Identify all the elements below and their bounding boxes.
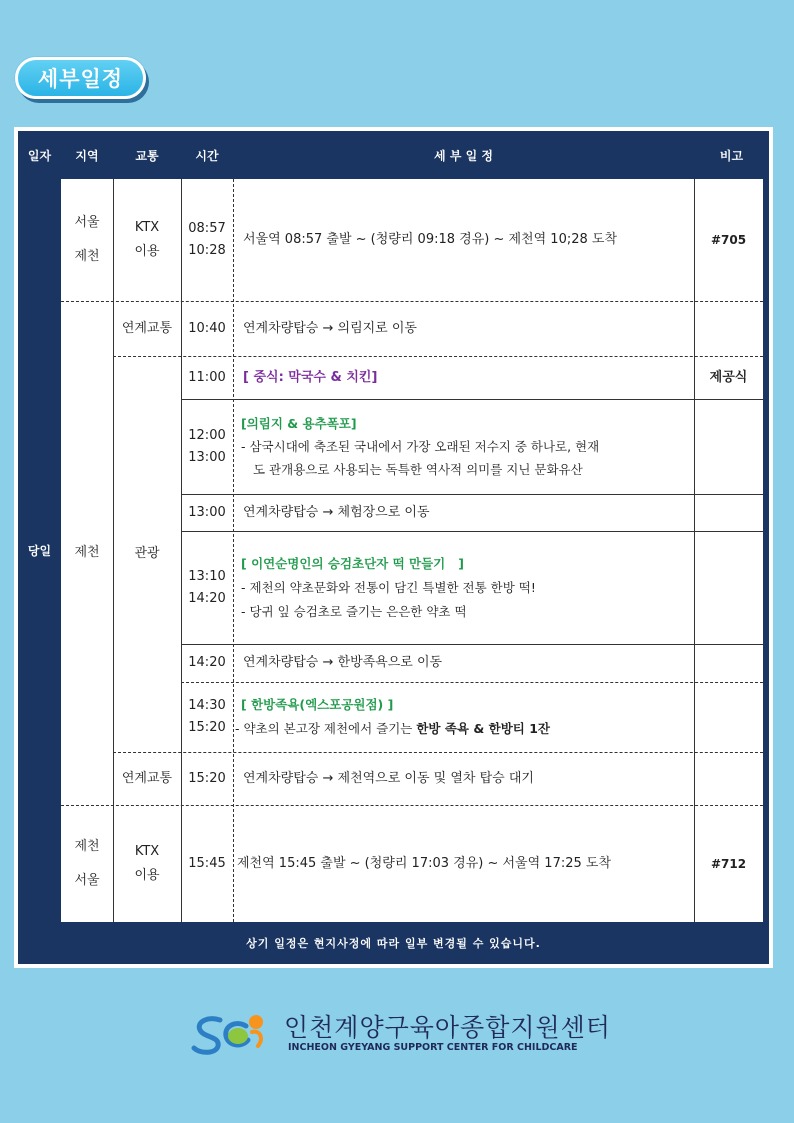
note-cell [694, 752, 763, 805]
time-line: 10:28 [188, 243, 226, 258]
page-title: 세부일정 [15, 57, 146, 99]
grid-line [113, 179, 114, 922]
detail-cell [233, 531, 694, 644]
time-line: 08:57 [188, 221, 226, 236]
detail-line: - 당귀 잎 승검초로 즐기는 은은한 약초 떡 [241, 603, 467, 619]
region-line: 서울 [74, 215, 100, 230]
footer-notice: 상기 일정은 현지사정에 따라 일부 변경될 수 있습니다. [246, 937, 541, 950]
detail-line-text: - 약초의 본고장 제천에서 즐기는 [235, 721, 417, 736]
grid-line [181, 682, 763, 683]
grid-line [181, 644, 763, 645]
center-logo [190, 1008, 610, 1058]
time-line: 14:30 [188, 698, 226, 713]
header-time: 시간 [195, 148, 219, 163]
detail-heading: [ 이연순명인의 승검초단자 떡 만들기 ] [241, 555, 465, 571]
time-line: 13:00 [188, 449, 226, 465]
transport-line: KTX [134, 843, 160, 859]
time-cell: 10:40 [188, 320, 226, 336]
transport-cell: 연계교통 [121, 770, 173, 786]
logo-mark-icon [190, 1008, 276, 1058]
region-cell [61, 805, 113, 922]
grid-line [181, 179, 182, 922]
detail-cell: 서울역 08:57 출발 ~ (청량리 09:18 경유) ~ 제천역 10;28 도착 [243, 232, 618, 247]
region-line: 서울 [74, 872, 100, 888]
note-cell [694, 494, 763, 531]
transport-cell [113, 805, 181, 922]
schedule-body [61, 179, 763, 922]
logo-text-ko: 인천계양구육아종합지원센터 [284, 1013, 611, 1042]
logo-text-en: INCHEON GYEYANG SUPPORT CENTER FOR CHILDCARE [288, 1042, 578, 1053]
transport-line: 이용 [134, 867, 160, 883]
grid-line [61, 805, 763, 806]
detail-line: - 제천의 약초문화와 전통이 담긴 특별한 전통 한방 떡! [241, 579, 536, 595]
region-line: 제천 [74, 249, 100, 264]
transport-cell: 연계교통 [121, 320, 173, 336]
grid-line [61, 301, 763, 302]
header-region: 지역 [75, 148, 99, 163]
detail-line [235, 717, 550, 741]
detail-line: 도 관개용으로 사용되는 독특한 역사적 의미를 지닌 문화유산 [253, 462, 583, 477]
detail-cell [233, 399, 694, 494]
schedule-table [18, 131, 769, 964]
grid-line [694, 179, 695, 922]
time-line: 13:10 [188, 568, 226, 584]
note-cell [694, 682, 763, 752]
day-cell: 당일 [27, 544, 52, 558]
time-line: 12:00 [188, 427, 226, 443]
header-day: 일자 [27, 148, 52, 163]
grid-line [181, 531, 763, 532]
detail-heading: [ 한방족욕(엑스포공원점) ] [241, 697, 394, 712]
time-cell: 15:20 [188, 770, 226, 786]
time-cell [181, 682, 233, 752]
grid-line [233, 179, 234, 922]
grid-line [181, 494, 763, 495]
detail-cell: 연계차량탑승 → 의림지로 이동 [243, 320, 417, 336]
transport-line: KTX [134, 220, 160, 235]
header-note: 비고 [719, 148, 744, 163]
region-cell: 제천 [74, 545, 100, 560]
note-cell [694, 399, 763, 494]
grid-line [113, 752, 763, 753]
grid-line [113, 356, 763, 357]
region-cell [61, 179, 113, 301]
detail-cell: 연계차량탑승 → 체험장으로 이동 [243, 504, 430, 520]
note-cell: #705 [710, 233, 747, 247]
time-cell: 11:00 [188, 369, 226, 385]
detail-cell: 연계차량탑승 → 제천역으로 이동 및 열차 탑승 대기 [243, 770, 534, 786]
note-cell [694, 644, 763, 682]
time-cell [181, 531, 233, 644]
note-cell [694, 301, 763, 356]
transport-cell [113, 179, 181, 301]
time-cell [181, 399, 233, 494]
header-transport: 교통 [135, 148, 159, 163]
note-cell: 제공식 [709, 369, 748, 385]
note-cell: #712 [710, 856, 747, 871]
time-cell: 13:00 [188, 504, 226, 520]
detail-cell: 제천역 15:45 출발 ~ (청량리 17:03 경유) ~ 서울역 17:25 도착 [237, 855, 612, 871]
detail-cell: 연계차량탑승 → 한방족욕으로 이동 [243, 655, 443, 670]
detail-line: - 삼국시대에 축조된 국내에서 가장 오래된 저수지 중 하나로, 현재 [241, 439, 600, 454]
region-line: 제천 [74, 838, 100, 854]
detail-heading: [의림지 & 용추폭포] [241, 416, 357, 431]
transport-line: 이용 [134, 244, 160, 259]
header-detail: 세 부 일 정 [434, 148, 493, 163]
note-cell [694, 531, 763, 644]
detail-line-bold: 한방 족욕 & 한방티 1잔 [416, 721, 550, 736]
transport-cell: 관광 [134, 546, 160, 561]
time-cell [181, 179, 233, 301]
detail-cell [233, 682, 694, 752]
time-line: 14:20 [188, 590, 226, 606]
time-cell: 14:20 [188, 655, 226, 670]
detail-cell: [ 중식: 막국수 & 치킨] [243, 369, 378, 385]
time-cell: 15:45 [188, 855, 226, 871]
schedule-table-frame [14, 127, 773, 968]
time-line: 15:20 [188, 720, 226, 735]
grid-line [181, 399, 763, 400]
